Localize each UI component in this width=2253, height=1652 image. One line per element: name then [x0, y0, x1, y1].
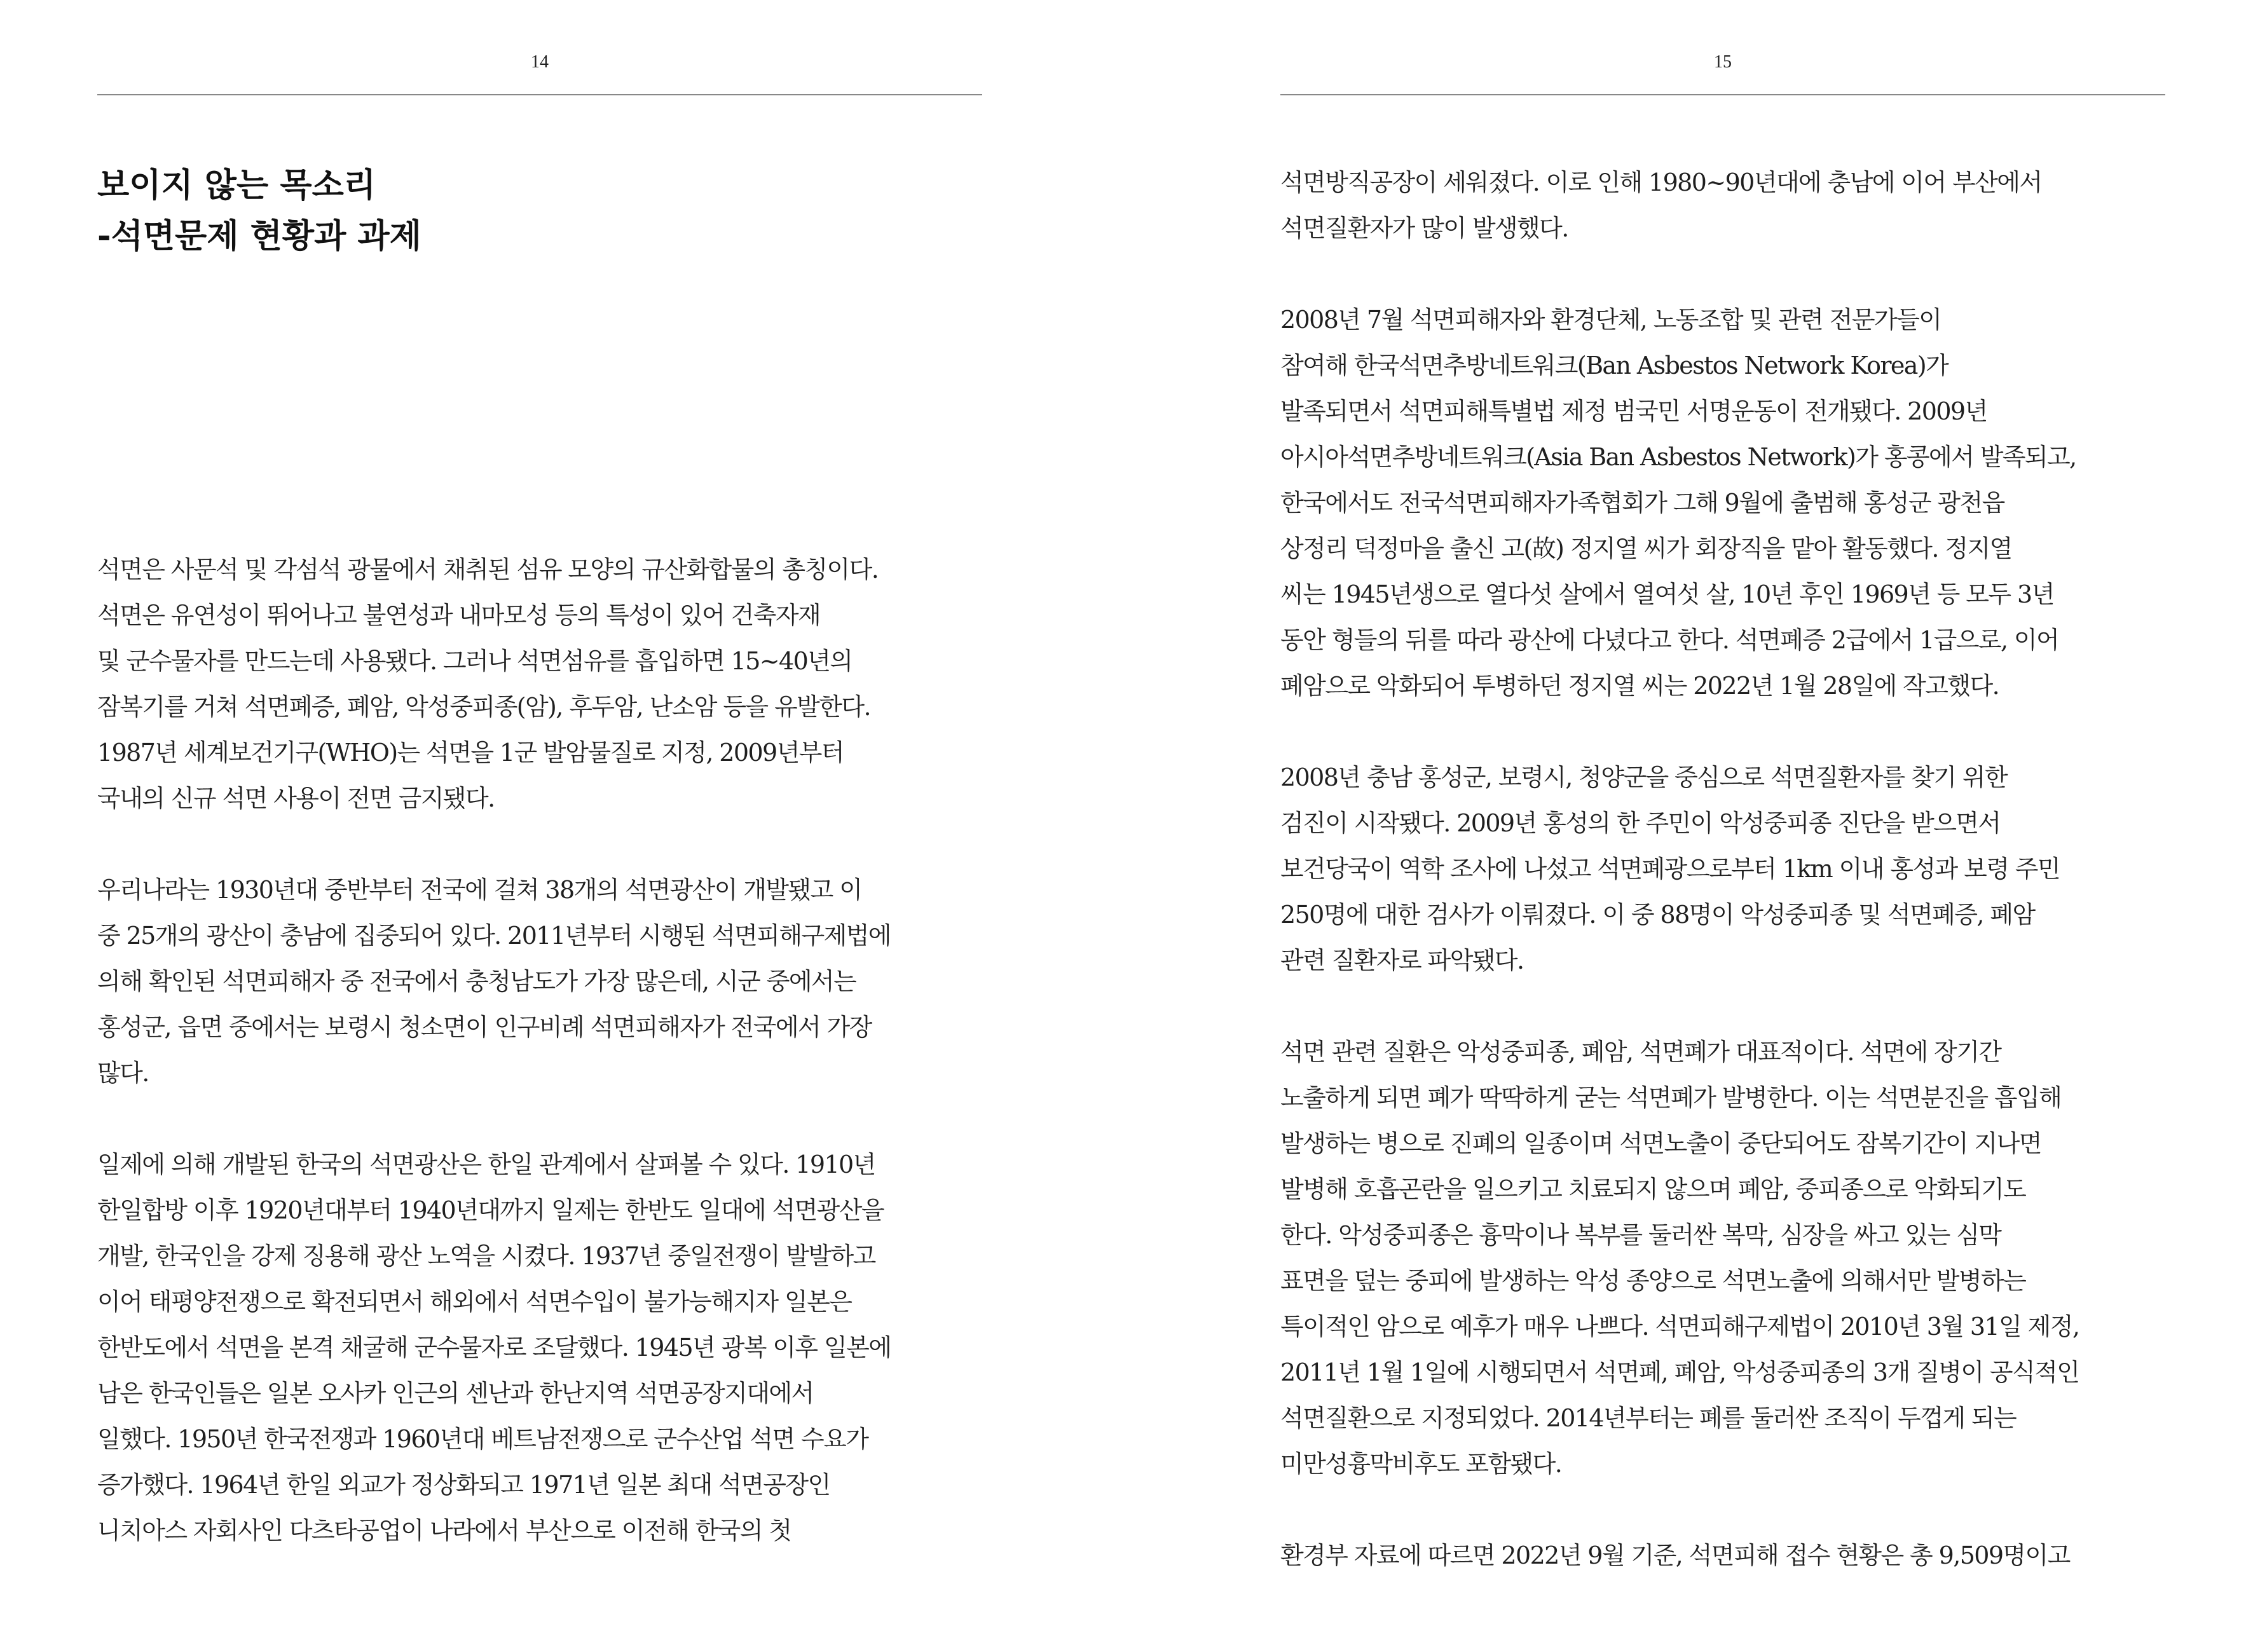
text-line: 250명에 대한 검사가 이뤄졌다. 이 중 88명이 악성중피종 및 석면폐증, 폐암 [1280, 901, 2035, 929]
text-line: 폐암으로 악화되어 투병하던 정지열 씨는 2022년 1월 28일에 작고했다. [1280, 672, 1999, 700]
text-line: 중 25개의 광산이 충남에 집중되어 있다. 2011년부터 시행된 석면피해구제법에 [97, 922, 891, 950]
text-line: 한국에서도 전국석면피해자가족협회가 그해 9월에 출범해 홍성군 광천읍 [1280, 489, 2004, 517]
text-line: 한반도에서 석면을 본격 채굴해 군수물자로 조달했다. 1945년 광복 이후 일본에 [97, 1334, 891, 1362]
text-line: 석면은 유연성이 뛰어나고 불연성과 내마모성 등의 특성이 있어 건축자재 [97, 601, 821, 629]
text-line: 홍성군, 읍면 중에서는 보령시 청소면이 인구비례 석면피해자가 전국에서 가장 [97, 1013, 872, 1041]
text-line: 한다. 악성중피종은 흉막이나 복부를 둘러싼 복막, 심장을 싸고 있는 심막 [1280, 1221, 2001, 1249]
title-line: 보이지 않는 목소리 [97, 167, 376, 205]
text-line: 석면 관련 질환은 악성중피종, 폐암, 석면폐가 대표적이다. 석면에 장기간 [1280, 1038, 2001, 1066]
text-line: 일했다. 1950년 한국전쟁과 1960년대 베트남전쟁으로 군수산업 석면 수요가 [97, 1425, 868, 1453]
body-text [1280, 160, 2165, 1624]
chapter-title [97, 160, 421, 262]
text-line: 남은 한국인들은 일본 오사카 인근의 센난과 한난지역 석면공장지대에서 [97, 1379, 814, 1407]
text-line: 2008년 7월 석면피해자와 환경단체, 노동조합 및 관련 전문가들이 [1280, 306, 1941, 334]
title-line: -석면문제 현황과 과제 [97, 217, 421, 256]
text-line: 표면을 덮는 중피에 발생하는 악성 종양으로 석면노출에 의해서만 발병하는 [1280, 1267, 2026, 1295]
text-line: 발족되면서 석면피해특별법 제정 범국민 서명운동이 전개됐다. 2009년 [1280, 397, 1987, 425]
text-line: 참여해 한국석면추방네트워크(Ban Asbestos Network Korea)가 [1280, 352, 1948, 379]
text-line: 동안 형들의 뒤를 따라 광산에 다녔다고 한다. 석면폐증 2급에서 1급으로, 이어 [1280, 626, 2059, 654]
body-text [97, 547, 982, 1599]
text-line: 관련 질환자로 파악됐다. [1280, 946, 1524, 974]
text-line: 발병해 호흡곤란을 일으키고 치료되지 않으며 폐암, 중피종으로 악화되기도 [1280, 1175, 2026, 1203]
text-line: 국내의 신규 석면 사용이 전면 금지됐다. [97, 784, 495, 812]
text-line: 1987년 세계보건기구(WHO)는 석면을 1군 발암물질로 지정, 2009년부터 [97, 739, 844, 767]
text-line: 석면은 사문석 및 각섬석 광물에서 채취된 섬유 모양의 규산화합물의 총칭이다. [97, 556, 879, 584]
text-line: 잠복기를 거쳐 석면폐증, 폐암, 악성중피종(암), 후두암, 난소암 등을 유발한다. [97, 693, 870, 721]
text-line: 2011년 1월 1일에 시행되면서 석면폐, 폐암, 악성중피종의 3개 질병이 공식적인 [1280, 1358, 2079, 1386]
text-line: 상정리 덕정마을 출신 고(故) 정지열 씨가 회장직을 맡아 활동했다. 정지열 [1280, 535, 2012, 563]
text-line: 니치아스 자회사인 다츠타공업이 나라에서 부산으로 이전해 한국의 첫 [97, 1517, 791, 1545]
header-rule [1280, 94, 2165, 95]
text-line: 증가했다. 1964년 한일 외교가 정상화되고 1971년 일본 최대 석면공장인 [97, 1471, 830, 1499]
text-line: 석면질환으로 지정되었다. 2014년부터는 폐를 둘러싼 조직이 두껍게 되는 [1280, 1404, 2017, 1432]
text-line: 개발, 한국인을 강제 징용해 광산 노역을 시켰다. 1937년 중일전쟁이 발발하고 [97, 1242, 875, 1270]
paragraph [1280, 297, 2165, 709]
header-rule [97, 94, 982, 95]
text-line: 노출하게 되면 폐가 딱딱하게 굳는 석면폐가 발병한다. 이는 석면분진을 흡입해 [1280, 1084, 2062, 1112]
right-page [1280, 0, 2165, 1652]
paragraph [1280, 1533, 2165, 1578]
text-line: 의해 확인된 석면피해자 중 전국에서 충청남도가 가장 많은데, 시군 중에서는 [97, 967, 856, 995]
text-line: 미만성흉막비후도 포함됐다. [1280, 1450, 1562, 1478]
paragraph [1280, 754, 2165, 983]
left-page [97, 0, 982, 1652]
text-line: 씨는 1945년생으로 열다섯 살에서 열여섯 살, 10년 후인 1969년 등 모두 3년 [1280, 580, 2054, 608]
page-number: 14 [531, 52, 549, 72]
text-line: 환경부 자료에 따르면 2022년 9월 기준, 석면피해 접수 현황은 총 9,509명이고 [1280, 1541, 2070, 1569]
text-line: 한일합방 이후 1920년대부터 1940년대까지 일제는 한반도 일대에 석면광산을 [97, 1196, 884, 1224]
text-line: 및 군수물자를 만드는데 사용됐다. 그러나 석면섬유를 흡입하면 15~40년의 [97, 647, 853, 675]
paragraph [1280, 160, 2165, 251]
paragraph [97, 867, 982, 1096]
paragraph [97, 1142, 982, 1553]
text-line: 발생하는 병으로 진폐의 일종이며 석면노출이 중단되어도 잠복기간이 지나면 [1280, 1130, 2041, 1157]
text-line: 많다. [97, 1059, 149, 1087]
text-line: 아시아석면추방네트워크(Asia Ban Asbestos Network)가 홍콩에서 발족되고, [1280, 443, 2076, 471]
text-line: 일제에 의해 개발된 한국의 석면광산은 한일 관계에서 살펴볼 수 있다. 1910년 [97, 1150, 875, 1178]
text-line: 석면질환자가 많이 발생했다. [1280, 214, 1568, 242]
paragraph [97, 547, 982, 821]
paragraph [1280, 1029, 2165, 1487]
page-number: 15 [1714, 52, 1732, 72]
text-line: 보건당국이 역학 조사에 나섰고 석면폐광으로부터 1km 이내 홍성과 보령 주민 [1280, 855, 2060, 883]
text-line: 석면방직공장이 세워졌다. 이로 인해 1980~90년대에 충남에 이어 부산에서 [1280, 168, 2042, 196]
text-line: 2008년 충남 홍성군, 보령시, 청양군을 중심으로 석면질환자를 찾기 위한 [1280, 763, 2008, 791]
text-line: 특이적인 암으로 예후가 매우 나쁘다. 석면피해구제법이 2010년 3월 31일 제정, [1280, 1313, 2079, 1341]
text-line: 검진이 시작됐다. 2009년 홍성의 한 주민이 악성중피종 진단을 받으면서 [1280, 809, 2001, 837]
text-line: 우리나라는 1930년대 중반부터 전국에 걸쳐 38개의 석면광산이 개발됐고 이 [97, 876, 862, 904]
text-line: 이어 태평양전쟁으로 확전되면서 해외에서 석면수입이 불가능해지자 일본은 [97, 1288, 852, 1316]
